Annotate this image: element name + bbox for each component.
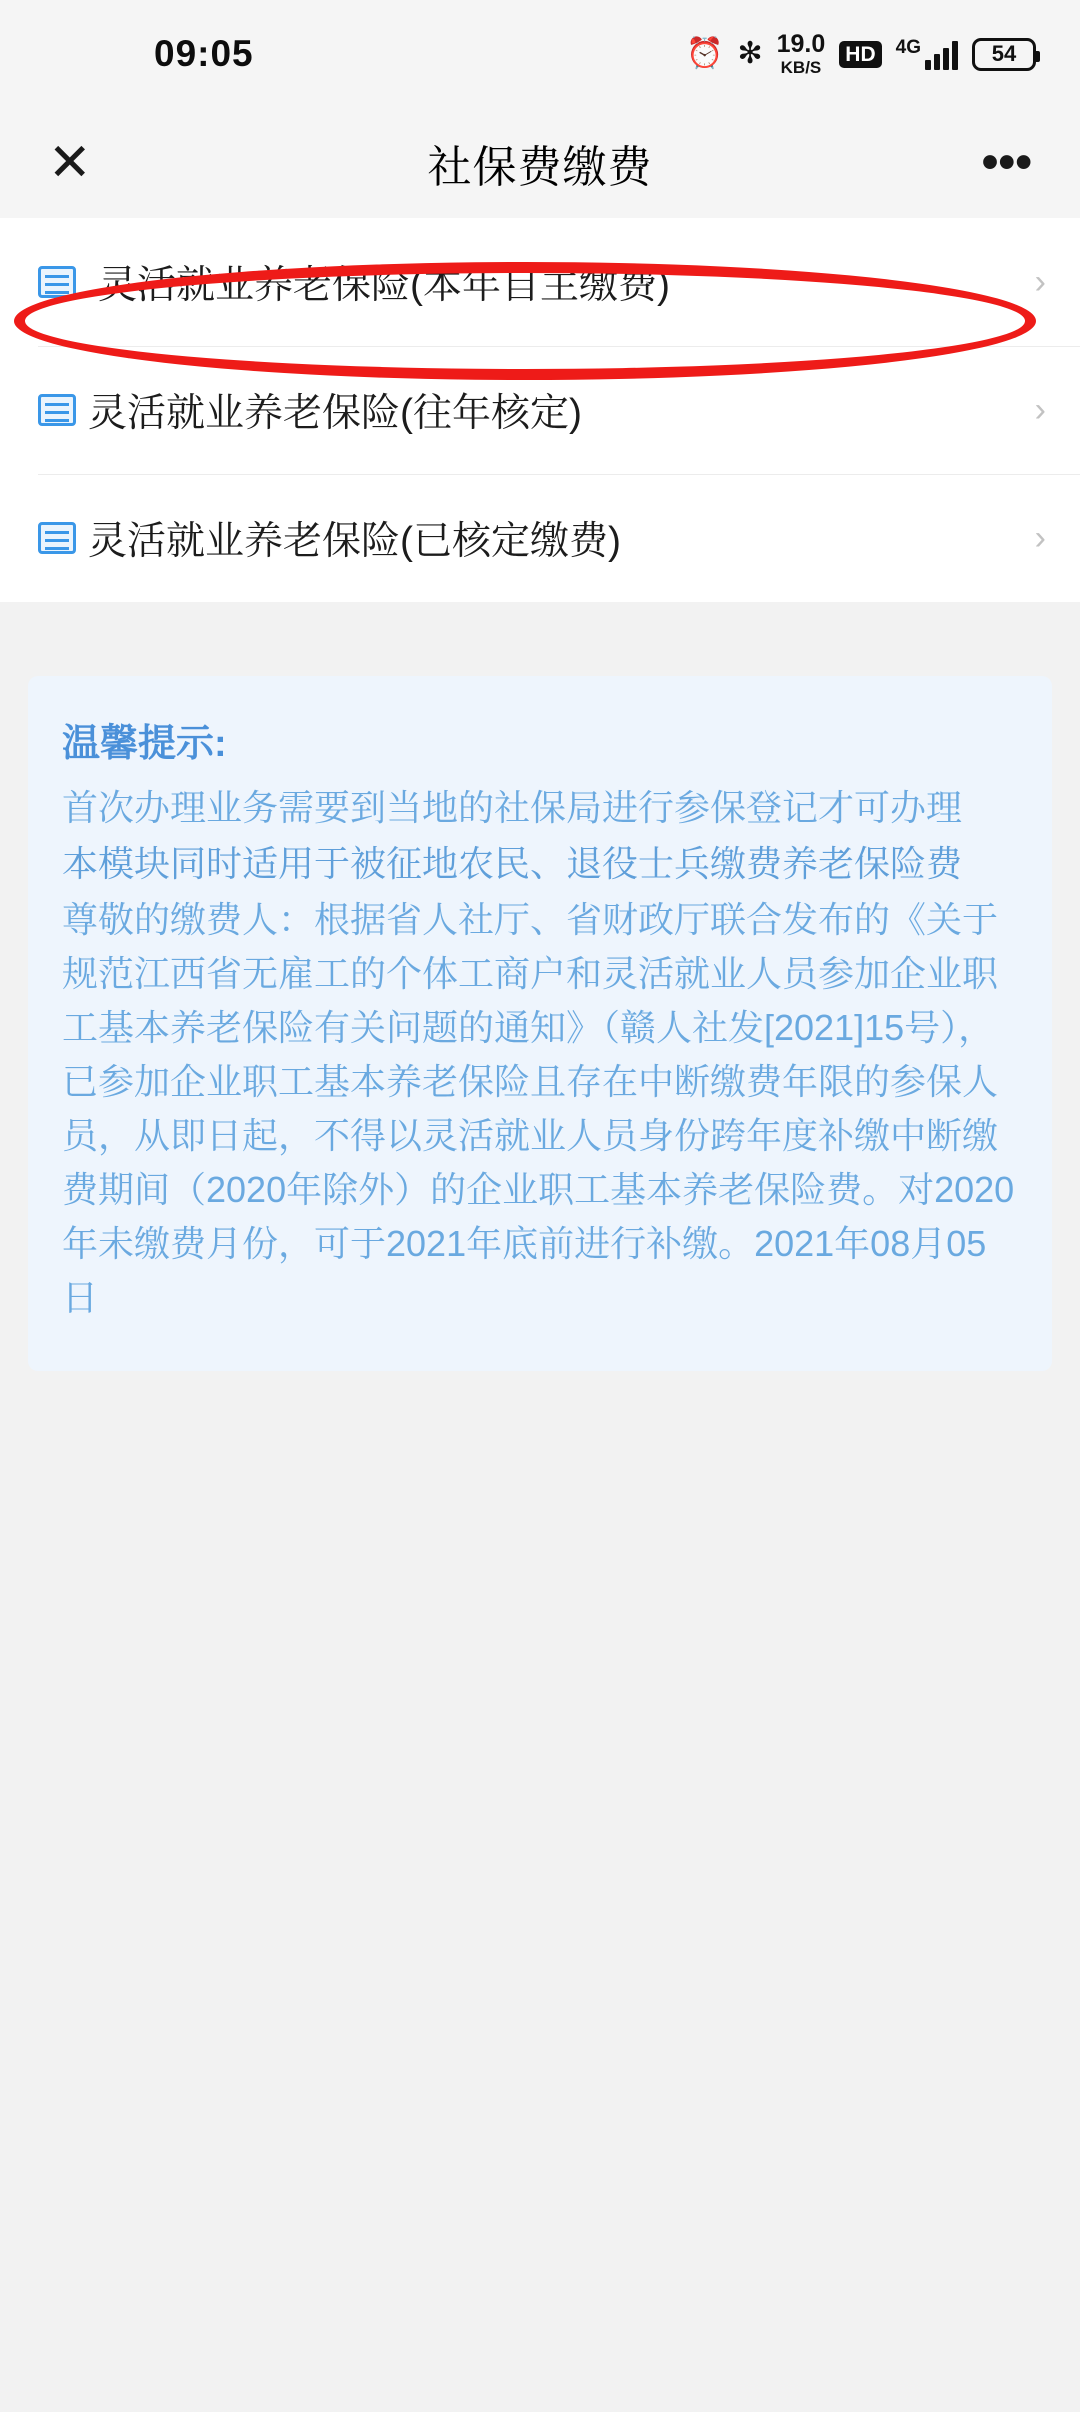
list-item-flexible-pension-past-year[interactable] [0,346,1080,474]
signal-indicator [896,38,958,70]
bluetooth-icon: ✻ [737,37,763,70]
tips-paragraph-3: 尊敬的缴费人：根据省人社厅、省财政厅联合发布的《关于规范江西省无雇工的个体工商户和灵活就业人员参加企业职工基本养老保险有关问题的通知》（赣人社发[2021]15号），已参加企业职工基本养老保险且存在中断缴费年限的参保人员，从即日起，不得以灵活就业人员身份跨年度补缴中断缴费期间（2020年除外）的企业职工基本养老保险费。对2020年未缴费月份，可于2021年底前进行补缴。2021年08月05日 [62,899,1015,1318]
list-item-flexible-pension-current-year[interactable] [0,218,1080,346]
tips-paragraph-1: 首次办理业务需要到当地的社保局进行参保登记才可办理 [62,787,963,828]
status-icons [686,32,1036,76]
page-title: 社保费缴费 [427,143,653,192]
list-item-label: 灵活就业养老保险(本年自主缴费) [98,264,670,307]
battery-icon [972,38,1036,71]
card-icon [38,394,76,426]
list-item-label: 灵活就业养老保险(已核定缴费) [88,520,621,563]
hd-icon: HD [839,41,881,68]
more-options-icon[interactable]: ••• [981,136,1032,190]
tips-section [0,602,1080,2412]
network-type-label: 4G [895,37,921,58]
network-speed-unit: KB/S [780,58,822,77]
network-speed-indicator [777,32,826,76]
list-item-label: 灵活就业养老保险(往年核定) [88,392,582,435]
tips-title: 温馨提示: [62,723,227,765]
tips-card [28,676,1052,1371]
status-time: 09:05 [154,33,254,74]
battery-level: 54 [991,41,1017,66]
list-item-flexible-pension-approved[interactable] [0,474,1080,602]
signal-bars-icon [925,40,958,70]
card-icon [38,522,76,554]
chevron-right-icon: › [1034,518,1046,557]
status-bar [0,0,1080,108]
chevron-right-icon: › [1034,262,1046,301]
tips-paragraph-2: 本模块同时适用于被征地农民、退役士兵缴费养老保险费 [62,843,963,884]
network-speed-value: 19.0 [776,30,826,58]
alarm-icon: ⏰ [686,37,724,70]
card-icon [38,266,76,298]
nav-bar [0,108,1080,218]
chevron-right-icon: › [1034,390,1046,429]
service-list [0,218,1080,602]
close-icon[interactable]: ✕ [48,134,92,192]
